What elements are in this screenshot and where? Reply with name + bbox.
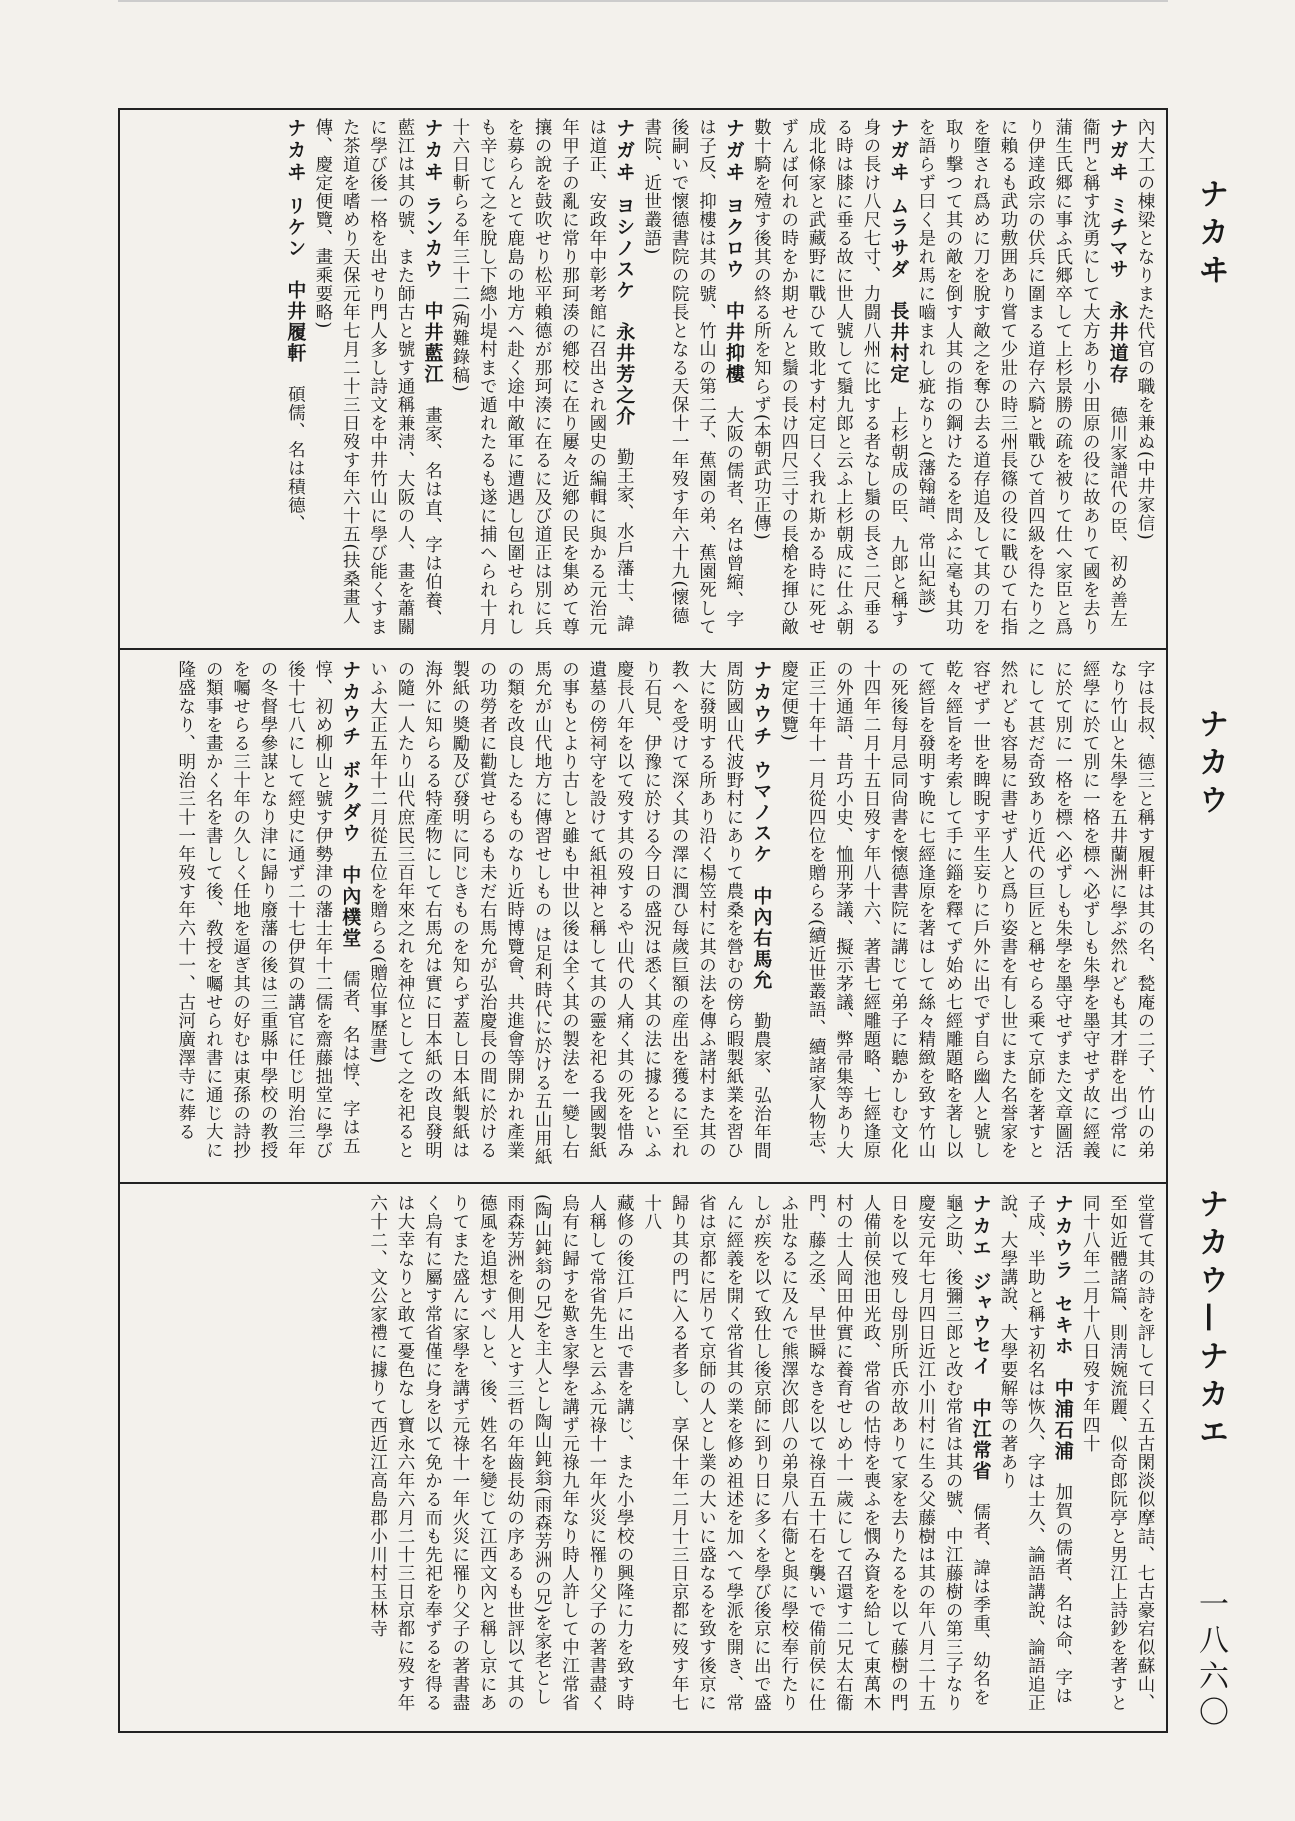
- entry-name: ナカヰ: [284, 118, 307, 184]
- entry-heading: [1052, 1194, 1074, 1462]
- entry: [363, 660, 774, 1172]
- outer-margin: [1176, 108, 1236, 1733]
- entry-heading: [750, 660, 772, 991]
- entry: [637, 1194, 993, 1723]
- entry-body: 德川家譜代の臣、初め善左衞門と稱す沈勇にして大方あり小田原の役に故ありて國を去り蒲生氏郷に事ふ氏郷卒して上杉景勝の疏を被りて仕へ家臣と爲り伊達政宗の伏兵に圍まる道存六騎と戰ひて首四級を得たり之に賴るも武功敷囲あり嘗て少壯の時三州長篠の役に戰ひて右指を墮され爲めに刀を脫す敵之を奪ひ去る道存追及して其の刀を取り撃つて其の敵を倒す人其の指の鋼けたるを問ふに毫も其功を語らず曰く是れ馬に嚙まれし疵なりと(藩翰譜、常山紀談): [915, 118, 1128, 636]
- entry-name: ナガヰ: [1106, 118, 1129, 184]
- entry: [637, 118, 747, 638]
- entry-body: 儒者、諱は季重、幼名を龜之助、後彌三郎と改む常省は其の號、中江藤樹の第三子なり慶安元年七月四日近江小川村に生る父藤樹は其の年八月二十五日を以て歿し母別所氏亦故ありて家を去りたるを以て藤樹の門人備前侯池田光政、常省の怙恃を喪ふを憫み資を給して東萬木村の士人岡田仲實に養育せしめ十一歲にして召還す二兄太右衞門、藤之丞、早世瞬なきを以て祿百五十石を襲いで備前侯に仕ふ壯なるに及んで熊澤次郎八の弟泉八右衞と與に學校奉行たりしが疾を以て致仕し後京師に到り日に多くを學び後京に出で盛んに經義を開く常省其の業を修め祖述を加へて學派を開き、常省は京都に居りて京師の人とし業の大いに盛なるを致す後京に歸り其の門に入る者多し、享保十年二月十三日京都に歿す年七十八: [641, 1194, 991, 1712]
- entry: [308, 118, 445, 638]
- entry-body: 堂嘗て其の詩を評して曰く五古閑淡似摩詰、七古豪宕似蘇山、至如近體諸篇、則淸婉流麗、似奇郎阮亭と男江上詩鈔を著すと同十八年二月十八日歿す年四十: [1080, 1194, 1155, 1712]
- entry-heading: [421, 118, 443, 385]
- entry: [363, 1194, 637, 1723]
- band-bottom: [118, 1184, 1168, 1733]
- entry-name: ナカウラ: [1051, 1194, 1074, 1282]
- entry-heading: [1107, 118, 1129, 385]
- entry-kanji: ヨシノスケ 永井芳之介: [613, 196, 636, 427]
- entry-heading: [284, 118, 306, 364]
- page-number: 一八六〇: [1193, 1588, 1228, 1732]
- entry-kanji: ボクダウ 中內樸堂: [339, 760, 362, 949]
- entry-body: 加賀の儒者、名は命、字は子成、半助と稱す初名は恢久、字は士久、論語講說、論語追正說、大學講說、大學要解等の著あり: [997, 1194, 1073, 1712]
- entry-name: ナカウチ: [750, 660, 773, 748]
- entry-kanji: ミチマサ 永井道存: [1106, 196, 1129, 385]
- entry-name: ナガヰ: [722, 118, 745, 184]
- entry-heading: [887, 118, 909, 385]
- band-top-text: [128, 118, 1158, 638]
- entry-kanji: ジャウセイ 中江常省: [969, 1272, 992, 1482]
- entry-body: 藏修の後江戶に出で書を講じ、また小學校の興隆に力を致す時人稱して常省先生と云ふ元祿十一年火災に罹り父子の著書盡く烏有に歸すを歎き家學を講ず元祿九年なり時人許して中江常省(陶山鈍翁の兄)を主人とし陶山鈍翁(雨森芳洲の兄)を家老とし雨森芳洲を側用人とす三哲の年齒長幼の序あるも世評以て其の德風を追想すべしと、後、姓名を變じて江西文內と稱し京にありてまた盛んに家學を講ず元祿十一年火災に罹り父子の著書盡く烏有に屬す常省僅に身を以て免かる而も先祀を奉ずるを得るは大幸なりと敢て憂色なし寶永六年六月二十三日京都に歿す年六十二、文公家禮に據りて西近江高島郡小川村玉林寺: [367, 1194, 635, 1712]
- entry: [911, 118, 1130, 638]
- entry-kanji: ランカウ 中井藍江: [421, 196, 444, 385]
- entry-body: 勤農家、弘治年間周防國山代波野村にありて農桑を營むの傍ら暇製紙業を習ひ大に發明する所あり沿く楊笠村に其の法を傳ふ諸村また其の教へを受けて深く其の澤に潤ひ每歲巨額の産出を獲るに至れり石見、伊豫に於ける今日の盛況は悉く其の法に據るといふ慶長八年を以て歿す其の歿するや山代の人痛く其の死を惜み遺墓の傍祠守を設けて紙祖神と稱して其の靈を祀る我國製紙の事もとより古しと雖も中世以後は全く其の製法を一變し右馬允が山代地方に傳習せしもの は足利時代に於ける五山用紙の類を改良したるものなり近時博覽會、共進會等開かれ產業の功勞者に勸賞せらるも未だ右馬允が弘治慶長の間に於ける製紙の奬勵及び發明に同じきものを知らず蓋し日本紙製紙は海外に知らるる特產物にして右馬允は實に日本紙の改良發明の隨一人たり山代庶民三百年來之れを神位として之を祀るといふ大正五年十二月從五位を贈らる(贈位事歷書): [367, 660, 772, 1167]
- entry-kanji: リケン 中井履軒: [284, 196, 307, 364]
- entry-name: ナガヰ: [887, 118, 910, 184]
- entry: [1131, 118, 1158, 638]
- running-head: ナカヰ: [1193, 178, 1228, 292]
- band-middle: [118, 650, 1168, 1182]
- entry: [171, 660, 363, 1172]
- entry: [445, 118, 637, 638]
- entry-body: 內大工の棟梁となりまた代官の職を兼ぬ(中井家信): [1135, 118, 1155, 541]
- entry-body: 勤王家、水戶藩士、諱は道正、安政年中彰考館に召出され國史の編輯に與かる元治元年甲子の亂に常り那珂湊の鄕校に在り屢々近鄕の民を集めて尊攘の說を鼓吹せり松平賴德が那珂湊に在るに及び道正は別に兵を募らんとて鹿島の地方へ赴く途中敵軍に遭遇し包圍せられしも辛じて之を脫し下總小堤村まで遁れたるも遂に捕へられ十月十六日斬らる年三十二(殉難錄稿): [449, 118, 635, 636]
- entry: [747, 118, 911, 638]
- entry-heading: [723, 118, 745, 385]
- entry-kanji: セキホ 中浦石浦: [1051, 1294, 1074, 1462]
- running-head: ナカウ—ナカエ: [1193, 1188, 1228, 1454]
- entry-name: ナカヰ: [421, 118, 444, 184]
- entry-heading: [339, 660, 361, 949]
- entry-body: 碩儒、名は積德、: [285, 385, 306, 533]
- entry-body: 畫家、名は直、字は伯養、藍江は其の號、また師古と號す通稱兼淸、大阪の人、畫を蕭關に學び後一格を出せり門人多し詩文を中井竹山に學び能くすまた茶道を嗜めり天保元年七月二十三日歿す年六十五(扶桑畫人傳、慶定便覽、畫乘要略): [312, 118, 443, 636]
- entry-body: 大阪の儒者、名は曾縮、字は子反、抑樓は其の號、竹山の第二子、蕉園の弟、蕉園死して後嗣いで懷德書院の院長となる天保十一年歿す年六十九(懷德書院、近世叢語): [641, 118, 744, 636]
- entry-name: ナカエ: [969, 1194, 992, 1260]
- entry: [1076, 1194, 1158, 1723]
- entry-kanji: ムラサダ 長井村定: [887, 196, 910, 385]
- band-bottom-text: [128, 1194, 1158, 1723]
- band-top: [118, 108, 1168, 648]
- entry: [994, 1194, 1076, 1723]
- entry-kanji: ヨクロウ 中井抑樓: [722, 196, 745, 385]
- entry-name: ナガヰ: [613, 118, 636, 184]
- entry-heading: [970, 1194, 992, 1482]
- entry-body: 上杉朝成の臣、九郎と稱す身の長け八尺七寸、力闘八州に比する者なし鬚の長さ二尺垂るる時は膝に垂る故に世人號して鬚九郎と云ふ上杉朝成に仕ふ朝成北條家と武藏野に戰ひて敗北す村定曰く我れ斯かる時に死せずんば何れの時をか期せんと鬚の長け四尺三寸の長槍を揮ひ敵數十騎を殪す後其の終る所を知らず(本朝武功正傳): [751, 118, 909, 636]
- entry-name: ナカウチ: [339, 660, 362, 748]
- running-head: ナカウ: [1193, 708, 1228, 822]
- band-middle-text: [128, 660, 1158, 1172]
- entry-body: 字は長叔、德三と稱す履軒は其の名、甃庵の二子、竹山の弟なり竹山と朱學を五井蘭洲に學ぶ然れども其才群を出づ常に經學に於て別に一格を標へ必ずしも朱學を墨守せず故に經義に於て別に一格を標へ必ずしも朱學を墨守せずまた文章圖活にして甚だ奇致あり近代の巨匠と稱せらる乘て京師を著すと然れども容易に書せず人と爲り姿書を有し世にまた名誉家を容ぜず一世を睥睨す平生妄りに戶外に出でず自ら幽人と號し乾々經旨を考索して手に錙を釋てず始め七經雕題略を著し以て經旨を發明す晩に七經逢原を著はして絲々精緻を致す竹山の死後每月忌同尙書を懷德書院に講じて弟子に聽かしむ文化十四年二月十五日歿す年八十六、著書七經雕題略、七經逢原の外通語、昔巧小史、恤刑茅議、擬示茅議、弊帚集等あり大正三十年十一月從四位を贈らる(續近世叢語、續諸家人物志、慶定便覽): [778, 660, 1155, 1168]
- top-rule: [118, 0, 1168, 2]
- entry: [774, 660, 1158, 1172]
- entry-kanji: ウマノスケ 中內右馬允: [750, 760, 773, 991]
- entry: [281, 118, 308, 638]
- entry-body: 儒者、名は惇、字は五惇、初め柳山と號す伊勢津の藩士年十二儒を齋藤拙堂に學び後十七八にして經史に通ず二十七伊賀の講官に任じ明治三年の冬督學參謀となり津に歸り廢藩の後は三重縣中學校の教授を囑せらる三十年の久しく任地を逼ぎ其の好むは東孫の詩抄の類事を畫かく名を書して後、敎授を囑せられ書に通じ大に隆盛なり、明治三十一年歿す年六十一、古河廣澤寺に葬る: [175, 660, 361, 1160]
- entry-heading: [613, 118, 635, 427]
